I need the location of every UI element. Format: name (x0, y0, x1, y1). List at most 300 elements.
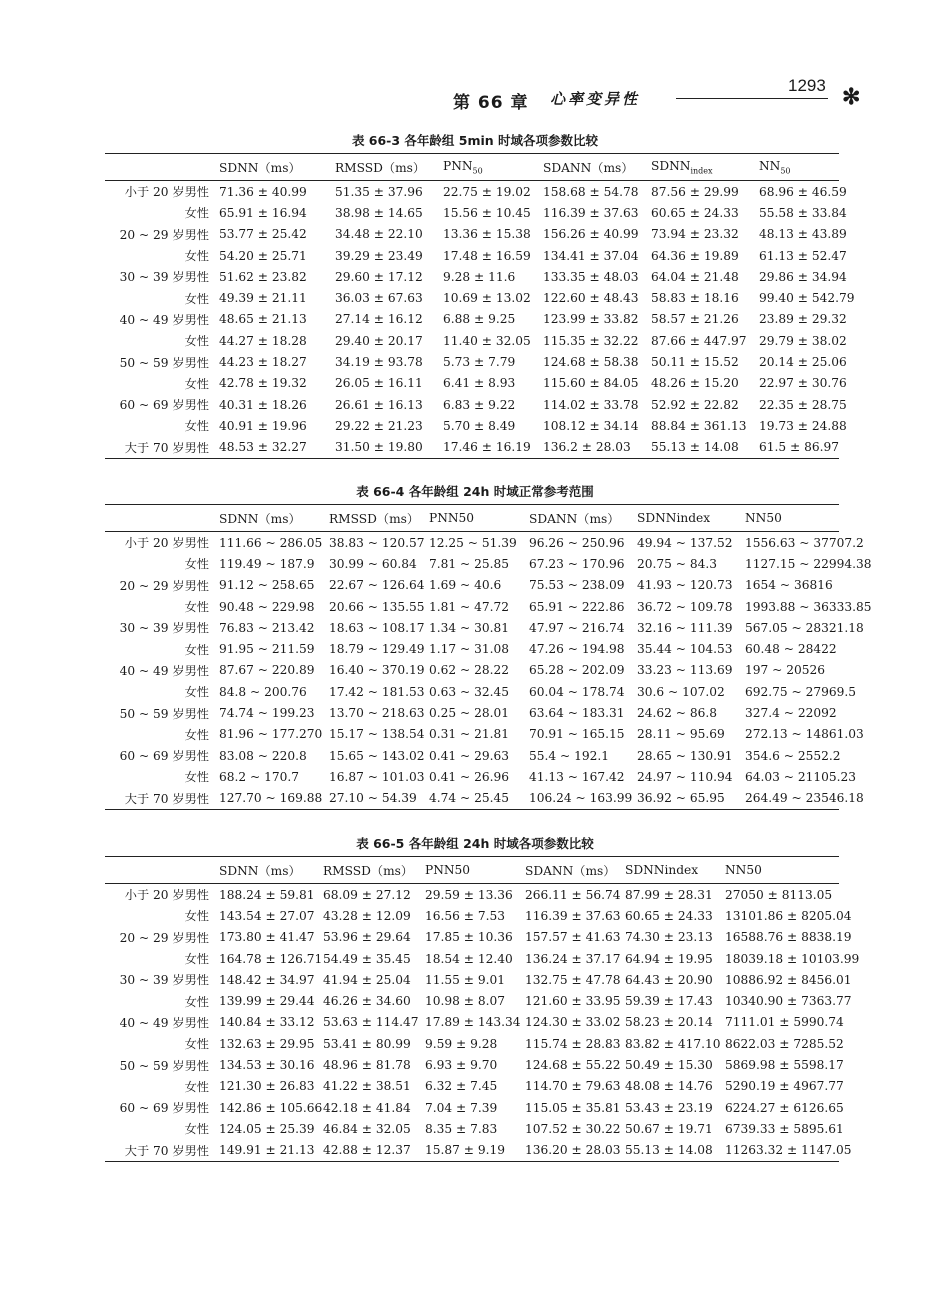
column-header (215, 154, 331, 181)
table-row (105, 702, 839, 723)
value-cell: 53.77 ± 25.42 (219, 227, 307, 242)
value-cell: 41.22 ± 38.51 (323, 1079, 411, 1094)
value-cell: 692.75 ~ 27969.5 (745, 684, 857, 699)
table-row (105, 927, 839, 948)
age-group-cell: 小于 20 岁男性 (124, 185, 209, 200)
column-header (319, 857, 421, 884)
value-cell: 115.35 ± 32.22 (543, 333, 639, 348)
page-number: 1293 (788, 76, 826, 95)
value-cell: 124.30 ± 33.02 (525, 1015, 621, 1030)
value-cell: 54.49 ± 35.45 (323, 951, 411, 966)
age-group-cell: 60 ~ 69 岁男性 (119, 398, 209, 413)
age-group-cell: 20 ~ 29 岁男性 (119, 578, 209, 593)
column-header-subscript: 50 (472, 166, 483, 176)
table-row (105, 990, 839, 1011)
value-cell: 132.75 ± 47.78 (525, 972, 621, 987)
age-group-cell: 女性 (184, 770, 209, 785)
value-cell: 15.65 ~ 143.02 (329, 748, 425, 763)
value-cell: 47.26 ~ 194.98 (529, 642, 625, 657)
value-cell: 42.88 ± 12.37 (323, 1143, 411, 1158)
age-group-cell: 女性 (184, 685, 209, 700)
value-cell: 68.2 ~ 170.7 (219, 769, 299, 784)
value-cell: 64.43 ± 20.90 (625, 972, 713, 987)
group-column-header (105, 154, 215, 181)
table-row (105, 415, 839, 436)
value-cell: 22.67 ~ 126.64 (329, 578, 425, 593)
age-group-cell: 女性 (184, 557, 209, 572)
value-cell: 41.13 ~ 167.42 (529, 769, 625, 784)
column-header (633, 505, 741, 532)
value-cell: 35.44 ~ 104.53 (637, 642, 733, 657)
age-group-cell: 60 ~ 69 岁男性 (119, 1101, 209, 1116)
table-row (105, 617, 839, 638)
value-cell: 10340.90 ± 7363.77 (725, 994, 852, 1009)
table-row (105, 373, 839, 394)
table-row (105, 1054, 839, 1075)
column-header-label: SDANN（ms） (525, 863, 616, 878)
age-group-cell: 女性 (184, 600, 209, 615)
value-cell: 1.17 ~ 31.08 (429, 642, 509, 657)
value-cell: 136.20 ± 28.03 (525, 1143, 621, 1158)
value-cell: 65.28 ~ 202.09 (529, 663, 625, 678)
value-cell: 5.73 ± 7.79 (443, 355, 516, 370)
table-row (105, 575, 839, 596)
table-row (105, 351, 839, 372)
value-cell: 24.97 ~ 110.94 (637, 769, 733, 784)
age-group-cell: 女性 (184, 1037, 209, 1052)
value-cell: 17.89 ± 143.34 (425, 1015, 521, 1030)
value-cell: 29.60 ± 17.12 (335, 269, 423, 284)
value-cell: 34.48 ± 22.10 (335, 227, 423, 242)
value-cell: 16.87 ~ 101.03 (329, 769, 425, 784)
value-cell: 64.03 ~ 21105.23 (745, 769, 857, 784)
value-cell: 42.78 ± 19.32 (219, 376, 307, 391)
value-cell: 51.62 ± 23.82 (219, 269, 307, 284)
value-cell: 49.94 ~ 137.52 (637, 535, 733, 550)
age-group-cell: 女性 (184, 952, 209, 967)
value-cell: 63.64 ~ 183.31 (529, 706, 625, 721)
value-cell: 83.08 ~ 220.8 (219, 748, 307, 763)
value-cell: 48.26 ± 15.20 (651, 376, 739, 391)
value-cell: 15.87 ± 9.19 (425, 1143, 505, 1158)
value-cell: 61.13 ± 52.47 (759, 248, 847, 263)
value-cell: 5290.19 ± 4967.77 (725, 1079, 844, 1094)
value-cell: 7111.01 ± 5990.74 (725, 1015, 844, 1030)
value-cell: 116.39 ± 37.63 (525, 908, 621, 923)
column-header-label: PNN50 (429, 511, 475, 525)
age-group-cell: 60 ~ 69 岁男性 (119, 749, 209, 764)
value-cell: 13.70 ~ 218.63 (329, 706, 425, 721)
value-cell: 0.25 ~ 28.01 (429, 706, 509, 721)
value-cell: 11263.32 ± 1147.05 (725, 1143, 852, 1158)
table-row (105, 437, 839, 459)
value-cell: 114.02 ± 33.78 (543, 397, 639, 412)
table-row (105, 181, 839, 203)
column-header (425, 505, 525, 532)
value-cell: 354.6 ~ 2552.2 (745, 748, 841, 763)
value-cell: 132.63 ± 29.95 (219, 1036, 315, 1051)
value-cell: 115.60 ± 84.05 (543, 376, 639, 391)
value-cell: 140.84 ± 33.12 (219, 1015, 315, 1030)
value-cell: 81.96 ~ 177.270 (219, 727, 323, 742)
table-row (105, 266, 839, 287)
table-header-row (105, 857, 839, 884)
age-group-cell: 女性 (184, 249, 209, 264)
value-cell: 22.35 ± 28.75 (759, 397, 847, 412)
value-cell: 74.30 ± 23.13 (625, 930, 713, 945)
table-caption-66-3: 表 66-3 各年龄组 5min 时域各项参数比较 (351, 133, 599, 148)
value-cell: 18039.18 ± 10103.99 (725, 951, 860, 966)
value-cell: 83.82 ± 417.10 (625, 1036, 721, 1051)
value-cell: 24.62 ~ 86.8 (637, 706, 717, 721)
column-header-label: SDANN（ms） (543, 160, 634, 175)
value-cell: 32.16 ~ 111.39 (637, 620, 733, 635)
value-cell: 8622.03 ± 7285.52 (725, 1036, 844, 1051)
column-header (439, 154, 539, 181)
value-cell: 40.91 ± 19.96 (219, 418, 307, 433)
column-header (621, 857, 721, 884)
value-cell: 41.93 ~ 120.73 (637, 578, 733, 593)
value-cell: 121.60 ± 33.95 (525, 994, 621, 1009)
value-cell: 76.83 ~ 213.42 (219, 620, 315, 635)
value-cell: 149.91 ± 21.13 (219, 1143, 315, 1158)
value-cell: 26.61 ± 16.13 (335, 397, 423, 412)
value-cell: 60.48 ~ 28422 (745, 642, 837, 657)
value-cell: 164.78 ± 126.71 (219, 951, 323, 966)
value-cell: 188.24 ± 59.81 (219, 887, 315, 902)
table-row (105, 1140, 839, 1162)
value-cell: 5869.98 ± 5598.17 (725, 1058, 844, 1073)
value-cell: 19.73 ± 24.88 (759, 418, 847, 433)
column-header (741, 505, 839, 532)
value-cell: 1.81 ~ 47.72 (429, 599, 509, 614)
value-cell: 38.98 ± 14.65 (335, 205, 423, 220)
column-header (215, 857, 319, 884)
value-cell: 28.65 ~ 130.91 (637, 748, 733, 763)
value-cell: 96.26 ~ 250.96 (529, 535, 625, 550)
value-cell: 6.93 ± 9.70 (425, 1058, 498, 1073)
value-cell: 148.42 ± 34.97 (219, 972, 315, 987)
table-row (105, 638, 839, 659)
value-cell: 64.04 ± 21.48 (651, 269, 739, 284)
value-cell: 68.09 ± 27.12 (323, 887, 411, 902)
value-cell: 122.60 ± 48.43 (543, 291, 639, 306)
value-cell: 65.91 ± 16.94 (219, 205, 307, 220)
value-cell: 1654 ~ 36816 (745, 578, 833, 593)
value-cell: 60.65 ± 24.33 (625, 908, 713, 923)
age-group-cell: 40 ~ 49 岁男性 (119, 663, 209, 678)
value-cell: 48.53 ± 32.27 (219, 440, 307, 455)
table-row (105, 287, 839, 308)
value-cell: 46.84 ± 32.05 (323, 1121, 411, 1136)
value-cell: 106.24 ~ 163.99 (529, 791, 633, 806)
value-cell: 27.14 ± 16.12 (335, 312, 423, 327)
value-cell: 10.69 ± 13.02 (443, 291, 531, 306)
value-cell: 87.67 ~ 220.89 (219, 663, 315, 678)
value-cell: 197 ~ 20526 (745, 663, 825, 678)
value-cell: 158.68 ± 54.78 (543, 184, 639, 199)
value-cell: 115.05 ± 35.81 (525, 1100, 621, 1115)
value-cell: 43.28 ± 12.09 (323, 908, 411, 923)
value-cell: 29.86 ± 34.94 (759, 269, 847, 284)
value-cell: 327.4 ~ 22092 (745, 706, 837, 721)
value-cell: 22.75 ± 19.02 (443, 184, 531, 199)
value-cell: 38.83 ~ 120.57 (329, 535, 425, 550)
value-cell: 127.70 ~ 169.88 (219, 791, 323, 806)
value-cell: 136.2 ± 28.03 (543, 440, 631, 455)
age-group-cell: 50 ~ 59 岁男性 (119, 355, 209, 370)
value-cell: 58.23 ± 20.14 (625, 1015, 713, 1030)
age-group-cell: 女性 (184, 334, 209, 349)
value-cell: 1127.15 ~ 22994.38 (745, 556, 872, 571)
value-cell: 567.05 ~ 28321.18 (745, 620, 864, 635)
value-cell: 71.36 ± 40.99 (219, 184, 307, 199)
value-cell: 50.67 ± 19.71 (625, 1121, 713, 1136)
value-cell: 40.31 ± 18.26 (219, 397, 307, 412)
value-cell: 16588.76 ± 8838.19 (725, 930, 852, 945)
value-cell: 0.41 ~ 29.63 (429, 748, 509, 763)
value-cell: 133.35 ± 48.03 (543, 269, 639, 284)
age-group-cell: 大于 70 岁男性 (124, 440, 209, 455)
column-header (721, 857, 839, 884)
value-cell: 108.12 ± 34.14 (543, 418, 639, 433)
value-cell: 9.28 ± 11.6 (443, 269, 516, 284)
value-cell: 26.05 ± 16.11 (335, 376, 423, 391)
value-cell: 87.66 ± 447.97 (651, 333, 747, 348)
value-cell: 47.97 ~ 216.74 (529, 620, 625, 635)
value-cell: 46.26 ± 34.60 (323, 994, 411, 1009)
value-cell: 68.96 ± 46.59 (759, 184, 847, 199)
value-cell: 6.41 ± 8.93 (443, 376, 516, 391)
chapter-label: 第 66 章 (453, 93, 529, 113)
value-cell: 1556.63 ~ 37707.2 (745, 535, 864, 550)
value-cell: 18.54 ± 12.40 (425, 951, 513, 966)
table-row (105, 766, 839, 787)
table-66-3 (105, 153, 855, 459)
value-cell: 41.94 ± 25.04 (323, 972, 411, 987)
column-header-label: RMSSD（ms） (323, 863, 414, 878)
age-group-cell: 女性 (184, 727, 209, 742)
value-cell: 13101.86 ± 8205.04 (725, 908, 852, 923)
value-cell: 0.62 ~ 28.22 (429, 663, 509, 678)
value-cell: 55.13 ± 14.08 (651, 440, 739, 455)
value-cell: 87.99 ± 28.31 (625, 887, 713, 902)
column-header-subscript: index (690, 166, 713, 176)
table-row (105, 224, 839, 245)
value-cell: 29.59 ± 13.36 (425, 887, 513, 902)
column-header (521, 857, 621, 884)
value-cell: 64.94 ± 19.95 (625, 951, 713, 966)
column-header (331, 154, 439, 181)
table-row (105, 1033, 839, 1054)
value-cell: 88.84 ± 361.13 (651, 418, 747, 433)
value-cell: 54.20 ± 25.71 (219, 248, 307, 263)
group-column-header (105, 857, 215, 884)
value-cell: 73.94 ± 23.32 (651, 227, 739, 242)
value-cell: 4.74 ~ 25.45 (429, 791, 509, 806)
value-cell: 28.11 ~ 95.69 (637, 727, 725, 742)
value-cell: 30.99 ~ 60.84 (329, 556, 417, 571)
value-cell: 65.91 ~ 222.86 (529, 599, 625, 614)
value-cell: 1.34 ~ 30.81 (429, 620, 509, 635)
column-header (325, 505, 425, 532)
value-cell: 34.19 ± 93.78 (335, 355, 423, 370)
value-cell: 64.36 ± 19.89 (651, 248, 739, 263)
value-cell: 27.10 ~ 54.39 (329, 791, 417, 806)
value-cell: 48.96 ± 81.78 (323, 1058, 411, 1073)
column-header (215, 505, 325, 532)
age-group-cell: 女性 (184, 1079, 209, 1094)
value-cell: 136.24 ± 37.17 (525, 951, 621, 966)
value-cell: 10886.92 ± 8456.01 (725, 972, 852, 987)
column-header-label: SDNN（ms） (219, 511, 301, 526)
value-cell: 6.83 ± 9.22 (443, 397, 516, 412)
value-cell: 156.26 ± 40.99 (543, 227, 639, 242)
value-cell: 134.53 ± 30.16 (219, 1058, 315, 1073)
value-cell: 91.95 ~ 211.59 (219, 642, 315, 657)
column-header-label: RMSSD（ms） (335, 160, 426, 175)
value-cell: 20.14 ± 25.06 (759, 355, 847, 370)
value-cell: 67.23 ~ 170.96 (529, 556, 625, 571)
age-group-cell: 50 ~ 59 岁男性 (119, 706, 209, 721)
value-cell: 36.92 ~ 65.95 (637, 791, 725, 806)
table-row (105, 1118, 839, 1139)
column-header (755, 154, 839, 181)
value-cell: 91.12 ~ 258.65 (219, 578, 315, 593)
value-cell: 58.83 ± 18.16 (651, 291, 739, 306)
value-cell: 142.86 ± 105.66 (219, 1100, 323, 1115)
value-cell: 18.63 ~ 108.17 (329, 620, 425, 635)
value-cell: 99.40 ± 542.79 (759, 291, 855, 306)
value-cell: 16.56 ± 7.53 (425, 908, 505, 923)
age-group-cell: 20 ~ 29 岁男性 (119, 930, 209, 945)
value-cell: 55.13 ± 14.08 (625, 1143, 713, 1158)
column-header-label: SDANN（ms） (529, 511, 620, 526)
age-group-cell: 50 ~ 59 岁男性 (119, 1058, 209, 1073)
chapter-title: 心率变异性 (550, 90, 641, 108)
value-cell: 6224.27 ± 6126.65 (725, 1100, 844, 1115)
value-cell: 157.57 ± 41.63 (525, 930, 621, 945)
value-cell: 30.6 ~ 107.02 (637, 684, 725, 699)
value-cell: 0.63 ~ 32.45 (429, 684, 509, 699)
column-header-label: PNN50 (425, 863, 471, 877)
value-cell: 36.72 ~ 109.78 (637, 599, 733, 614)
age-group-cell: 30 ~ 39 岁男性 (119, 973, 209, 988)
value-cell: 8.35 ± 7.83 (425, 1121, 498, 1136)
value-cell: 6.32 ± 7.45 (425, 1079, 498, 1094)
table-row (105, 884, 839, 906)
column-header-label: SDNNindex (637, 511, 711, 525)
value-cell: 55.58 ± 33.84 (759, 205, 847, 220)
value-cell: 116.39 ± 37.63 (543, 205, 639, 220)
value-cell: 53.96 ± 29.64 (323, 930, 411, 945)
value-cell: 11.55 ± 9.01 (425, 972, 505, 987)
value-cell: 134.41 ± 37.04 (543, 248, 639, 263)
value-cell: 121.30 ± 26.83 (219, 1079, 315, 1094)
value-cell: 48.08 ± 14.76 (625, 1079, 713, 1094)
column-header (421, 857, 521, 884)
value-cell: 123.99 ± 33.82 (543, 312, 639, 327)
table-row (105, 788, 839, 810)
value-cell: 48.13 ± 43.89 (759, 227, 847, 242)
column-header-label: SDNN（ms） (219, 160, 301, 175)
age-group-cell: 20 ~ 29 岁男性 (119, 227, 209, 242)
value-cell: 115.74 ± 28.83 (525, 1036, 621, 1051)
value-cell: 55.4 ~ 192.1 (529, 748, 609, 763)
column-header (647, 154, 755, 181)
value-cell: 7.81 ~ 25.85 (429, 556, 509, 571)
table-row (105, 309, 839, 330)
value-cell: 49.39 ± 21.11 (219, 291, 307, 306)
value-cell: 266.11 ± 56.74 (525, 887, 621, 902)
age-group-cell: 40 ~ 49 岁男性 (119, 312, 209, 327)
value-cell: 74.74 ~ 199.23 (219, 706, 315, 721)
value-cell: 61.5 ± 86.97 (759, 440, 839, 455)
value-cell: 42.18 ± 41.84 (323, 1100, 411, 1115)
value-cell: 11.40 ± 32.05 (443, 333, 531, 348)
value-cell: 33.23 ~ 113.69 (637, 663, 733, 678)
age-group-cell: 小于 20 岁男性 (124, 536, 209, 551)
value-cell: 119.49 ~ 187.9 (219, 556, 315, 571)
value-cell: 23.89 ± 29.32 (759, 312, 847, 327)
value-cell: 52.92 ± 22.82 (651, 397, 739, 412)
value-cell: 29.79 ± 38.02 (759, 333, 847, 348)
value-cell: 17.48 ± 16.59 (443, 248, 531, 263)
age-group-cell: 小于 20 岁男性 (124, 888, 209, 903)
value-cell: 87.56 ± 29.99 (651, 184, 739, 199)
value-cell: 114.70 ± 79.63 (525, 1079, 621, 1094)
value-cell: 124.05 ± 25.39 (219, 1121, 315, 1136)
value-cell: 143.54 ± 27.07 (219, 908, 315, 923)
age-group-cell: 40 ~ 49 岁男性 (119, 1015, 209, 1030)
value-cell: 53.41 ± 80.99 (323, 1036, 411, 1051)
table-row (105, 905, 839, 926)
table-row (105, 1097, 839, 1118)
column-header-label: NN50 (725, 863, 762, 877)
value-cell: 0.31 ~ 21.81 (429, 727, 509, 742)
value-cell: 39.29 ± 23.49 (335, 248, 423, 263)
age-group-cell: 30 ~ 39 岁男性 (119, 621, 209, 636)
table-row (105, 532, 839, 554)
table-row (105, 330, 839, 351)
table-row (105, 660, 839, 681)
value-cell: 50.11 ± 15.52 (651, 355, 739, 370)
value-cell: 124.68 ± 58.38 (543, 355, 639, 370)
value-cell: 12.25 ~ 51.39 (429, 535, 517, 550)
table-row (105, 948, 839, 969)
value-cell: 20.75 ~ 84.3 (637, 556, 717, 571)
group-column-header (105, 505, 215, 532)
column-header-label: SDNNindex (625, 863, 699, 877)
table-row (105, 202, 839, 223)
age-group-cell: 女性 (184, 206, 209, 221)
value-cell: 17.85 ± 10.36 (425, 930, 513, 945)
table-row (105, 969, 839, 990)
value-cell: 1993.88 ~ 36333.85 (745, 599, 872, 614)
table-row (105, 553, 839, 574)
value-cell: 36.03 ± 67.63 (335, 291, 423, 306)
value-cell: 6.88 ± 9.25 (443, 312, 516, 327)
value-cell: 5.70 ± 8.49 (443, 418, 516, 433)
value-cell: 18.79 ~ 129.49 (329, 642, 425, 657)
value-cell: 90.48 ~ 229.98 (219, 599, 315, 614)
value-cell: 10.98 ± 8.07 (425, 994, 505, 1009)
value-cell: 50.49 ± 15.30 (625, 1058, 713, 1073)
value-cell: 59.39 ± 17.43 (625, 994, 713, 1009)
value-cell: 173.80 ± 41.47 (219, 930, 315, 945)
value-cell: 15.56 ± 10.45 (443, 205, 531, 220)
value-cell: 7.04 ± 7.39 (425, 1100, 498, 1115)
